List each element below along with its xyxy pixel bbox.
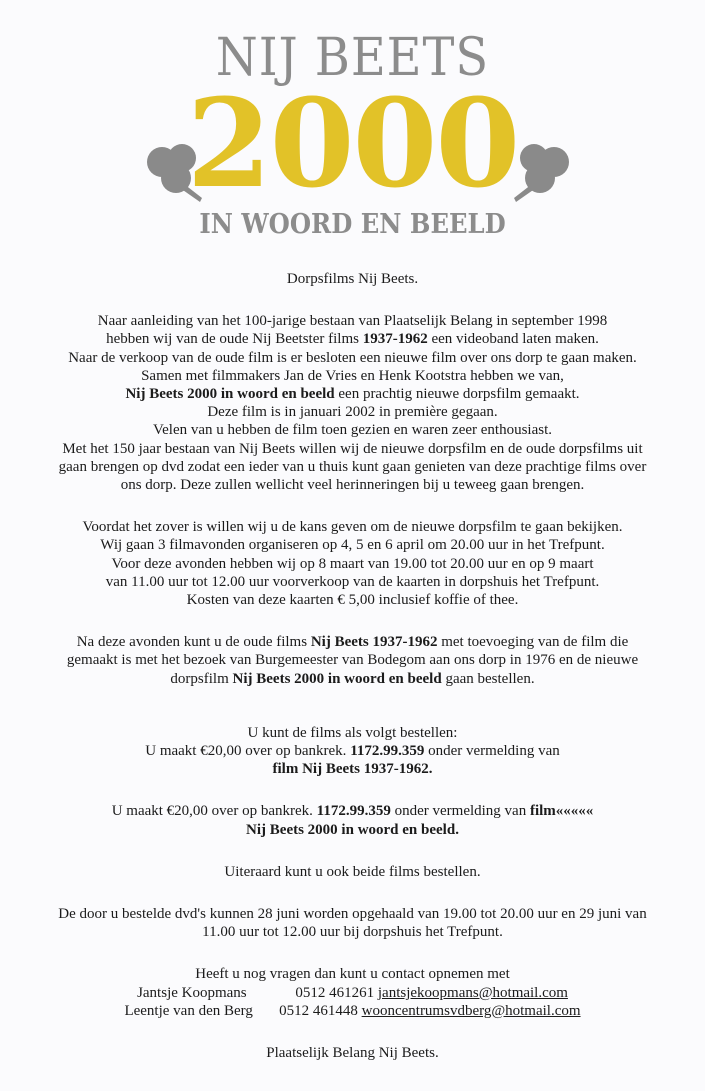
- bank-account: 1172.99.359: [316, 803, 391, 820]
- contact-row: Jantsje Koopmans 0512 461261 jantsjekoopmans@hotmail.com: [137, 984, 568, 1001]
- contact-row: Leentje van den Berg 0512 461448 wooncentrumsvdberg@hotmail.com: [124, 1002, 581, 1019]
- clover-icon: [500, 140, 576, 204]
- paragraph-intro: Naar aanleiding van het 100-jarige bestaan van Plaatselijk Belang in september 1998 hebben wij van de oude Nij Beetster films 1937-1962 een videoband laten maken. Naar de verkoop van de oude film is er besloten een nieuwe film over ons dorp te gaan maken. Samen met filmmakers Jan de Vries en Henk Kootstra hebben we van, Nij Beets 2000 in woord en beeld een prachtig nieuwe dorpsfilm gemaakt. Deze film is in januari 2002 in première gegaan. Velen van u hebben de film toen gezien en waren zeer enthousiast. Met het 150 jaar bestaan van Nij Beets willen wij de nieuwe dorpsfilm en de oude dorpsfilms uit gaan brengen op dvd zodat een ieder van u thuis kunt gaan genieten van deze prachtige films over ons dorp. Deze zullen wellicht veel herinneringen bij u teweeg gaan brengen.: [58, 313, 647, 494]
- logo-year: 2000: [186, 71, 519, 215]
- paragraph-screenings: Voordat het zover is willen wij u de kans geven om de nieuwe dorpsfilm te gaan bekijken. Wij gaan 3 filmavonden organiseren op 4, 5 en 6 april om 20.00 uur in het Trefpunt. Voor deze avonden hebben wij op 8 maart van 19.00 tot 20.00 uur en op 9 maart van 11.00 uur tot 12.00 uur voorverkoop van de kaarten in dorpshuis het Trefpunt. Kosten van deze kaarten € 5,00 inclusief koffie of thee.: [82, 519, 623, 609]
- bank-account: 1172.99.359: [350, 743, 425, 760]
- contact-info: Heeft u nog vragen dan kunt u contact opnemen met Jantsje Koopmans 0512 461261 jantsjekoopmans@hotmail.com Leentje van den Berg 0512 461448 wooncentrumsvdberg@hotmail.com: [8, 965, 697, 1020]
- logo-title: NIJ BEETS: [215, 28, 490, 88]
- signature: Plaatselijk Belang Nij Beets.: [266, 1045, 439, 1062]
- order-instructions: U kunt de films als volgt bestellen: U maakt €20,00 over op bankrek. 1172.99.359 onder vermelding van film Nij Beets 1937-1962. U maakt €20,00 over op bankrek. 1172.99.359 onder vermelding van film««««« Nij Beets 2000 in woord en beeld. Uiteraard kunt u ook beide films bestellen.: [111, 724, 594, 880]
- heading: Dorpsfilms Nij Beets.: [286, 271, 419, 287]
- email-link[interactable]: wooncentrumsvdberg@hotmail.com: [361, 1002, 581, 1019]
- logo: [0, 0, 705, 250]
- letter-body: [8, 270, 697, 1062]
- pickup-info: De door u bestelde dvd's kunnen 28 juni worden opgehaald van 19.00 tot 20.00 uur en 29 juni van 11.00 uur tot 12.00 uur bij dorpshuis het Trefpunt.: [58, 906, 647, 941]
- paragraph-films: Na deze avonden kunt u de oude films Nij Beets 1937-1962 met toevoeging van de film die gemaakt is met het bezoek van Burgemeester van Bodegom aan ons dorp in 1976 en de nieuwe dorpsfilm Nij Beets 2000 in woord en beeld gaan bestellen.: [66, 634, 639, 687]
- email-link[interactable]: jantsjekoopmans@hotmail.com: [377, 984, 568, 1001]
- logo-subtitle: IN WOORD EN BEELD: [199, 209, 506, 240]
